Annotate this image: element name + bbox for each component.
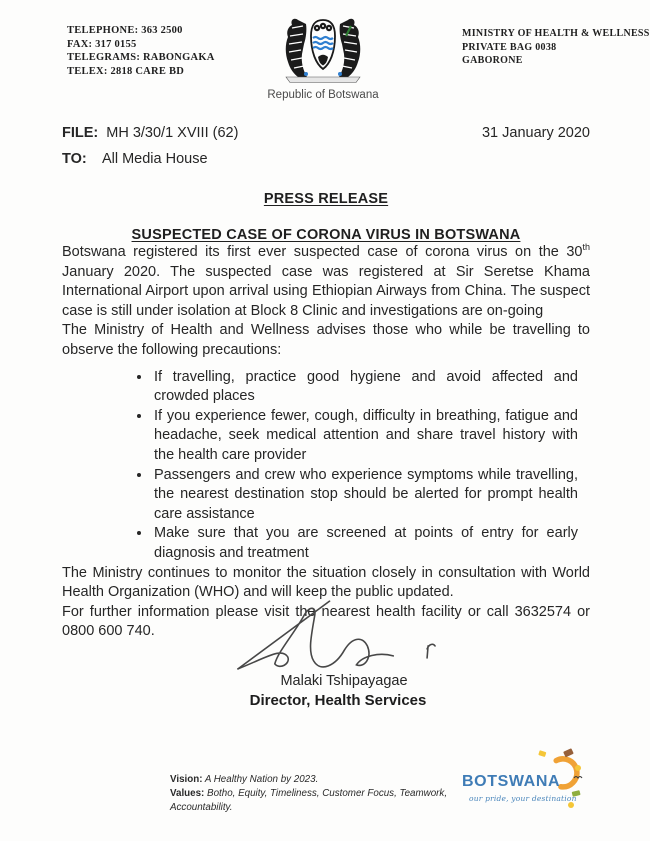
paragraph-monitoring: The Ministry continues to monitor the situation closely in consultation with World Health Organization (WHO) and will keep the public updated. (62, 564, 590, 601)
precaution-item: • If you experience fewer, cough, difficulty in breathing, fatigue and headache, seek medical attention and share travel history with the health care provider (152, 407, 578, 466)
vision-values-block (170, 773, 470, 815)
botswana-tourism-logo (460, 744, 590, 834)
telegrams-line: TELEGRAMS: RABONGAKA (67, 52, 215, 64)
precaution-item: • Passengers and crew who experience symptoms while travelling, the nearest destination stop should be alerted for prompt health care assistance (152, 466, 578, 525)
national-crest-block (248, 14, 398, 101)
ministry-address-block (462, 27, 650, 68)
ministry-postal: PRIVATE BAG 0038 (462, 41, 557, 53)
vision-text: A Healthy Nation by 2023. (202, 774, 319, 785)
fax-line: FAX: 317 0155 (67, 38, 137, 50)
file-reference-row (62, 125, 590, 141)
ministry-name: MINISTRY OF HEALTH & WELLNESS (462, 28, 650, 39)
values-line (170, 787, 470, 815)
paragraph-advice: The Ministry of Health and Wellness advises those who while be travelling to observe the following precautions: (62, 322, 590, 358)
values-text: Botho, Equity, Timeliness, Customer Focus, Teamwork, Accountability. (170, 787, 448, 813)
paragraph-intro (62, 243, 590, 321)
crest-caption: Republic of Botswana (267, 89, 379, 101)
to-label: TO: (62, 151, 87, 167)
values-label: Values: (170, 787, 205, 799)
vision-label: Vision: (170, 774, 203, 785)
subject-title: SUSPECTED CASE OF CORONA VIRUS IN BOTSWANA (131, 227, 521, 243)
telephone-line: TELEPHONE: 363 2500 (67, 25, 183, 36)
press-release-title: PRESS RELEASE (263, 191, 389, 207)
signature-block (62, 646, 590, 746)
paragraph-contact-info: For further information please visit the nearest health facility or call 3632574 or 0800 600 740. (62, 603, 590, 640)
vision-line (170, 773, 470, 787)
logo-tagline: our pride, your destination (469, 794, 577, 803)
file-label: FILE: (62, 125, 99, 141)
file-number: MH 3/30/1 XVIII (62) (106, 125, 239, 141)
telex-line: TELEX: 2818 CARE BD (67, 65, 185, 77)
precautions-list (126, 368, 578, 564)
signatory-title: Director, Health Services (249, 691, 427, 709)
addressee-row (62, 151, 590, 167)
ordinal-superscript: th (582, 242, 590, 253)
intro-text-end: January 2020. The suspected case was registered at Sir Seretse Khama International Airport upon arrival using Ethiopian Airways from China. The suspect case is still under isolation at Block 8 Clinic and investigations are on-going (62, 263, 590, 319)
contact-block (67, 24, 215, 79)
letterhead (0, 0, 650, 104)
logo-wordmark: BOTSWANA (462, 773, 561, 790)
document-body (0, 125, 650, 746)
ministry-city: GABORONE (462, 55, 523, 66)
addressee: All Media House (101, 151, 208, 167)
signatory-name: Malaki Tshipayagae (280, 672, 408, 689)
coat-of-arms-icon (268, 14, 378, 84)
document-date: 31 January 2020 (481, 125, 590, 141)
intro-text-start: Botswana registered its first ever suspected case of corona virus on the 30 (62, 244, 583, 260)
precaution-item: • If travelling, practice good hygiene and avoid affected and crowded places (152, 368, 578, 407)
precaution-item: • Make sure that you are screened at points of entry for early diagnosis and treatment (152, 524, 578, 563)
